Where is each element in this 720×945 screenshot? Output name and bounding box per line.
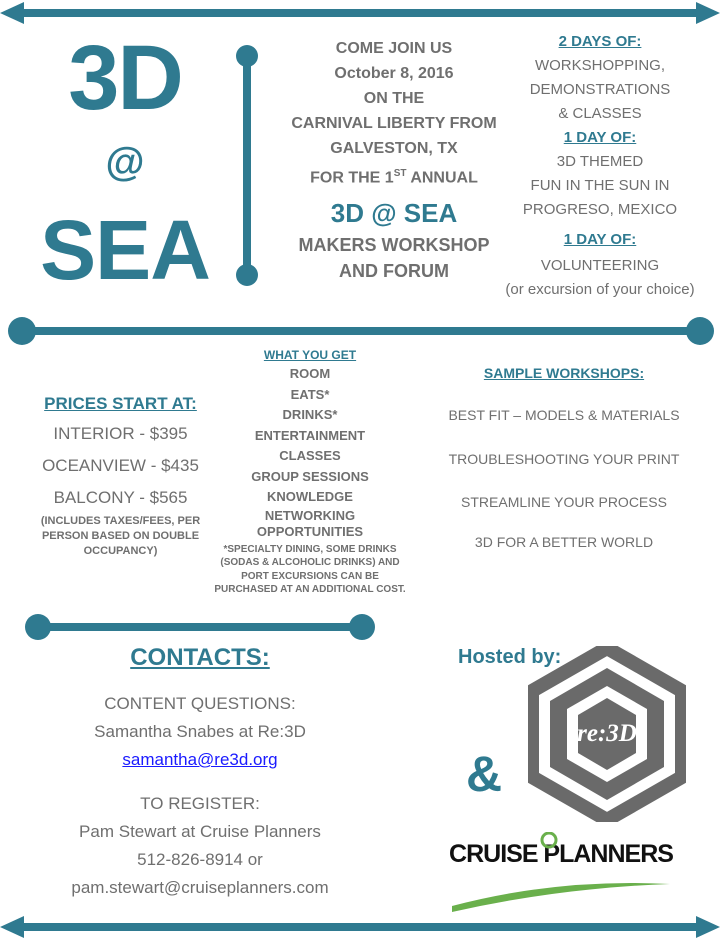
- invite-block: [268, 36, 520, 284]
- title-sea: SEA: [40, 203, 210, 297]
- days-item: 3D THEMED: [556, 153, 644, 170]
- register-contact-name: Pam Stewart at Cruise Planners: [79, 822, 321, 841]
- re3d-logo-text: re:3D: [577, 720, 637, 747]
- days-item: FUN IN THE SUN IN: [530, 177, 670, 194]
- benefit-item: ENTERTAINMENT: [254, 427, 366, 443]
- prices-heading: PRICES START AT:: [44, 394, 197, 413]
- workshop-item: BEST FIT – MODELS & MATERIALS: [448, 407, 680, 423]
- invite-subtitle: AND FORUM: [339, 261, 449, 282]
- benefit-item: EATS*: [290, 386, 330, 402]
- benefit-note: PORT EXCURSIONS CAN BE: [241, 570, 379, 582]
- days-item: DEMONSTRATIONS: [529, 81, 671, 98]
- invite-ship: CARNIVAL LIBERTY FROM: [291, 115, 497, 132]
- register-label: TO REGISTER:: [140, 794, 260, 813]
- cruise-planners-logo-text: CRUISE PLANNERS: [449, 840, 673, 868]
- hosted-by-label: Hosted by:: [458, 646, 562, 668]
- invite-date: October 8, 2016: [334, 65, 454, 82]
- workshops-heading: SAMPLE WORKSHOPS:: [483, 365, 645, 381]
- days-heading: 2 DAYS OF:: [558, 33, 642, 50]
- workshop-item: STREAMLINE YOUR PROCESS: [461, 494, 667, 510]
- benefit-item: GROUP SESSIONS: [251, 468, 369, 484]
- cruise-planners-swoosh: [448, 832, 674, 912]
- re3d-logo: [528, 646, 686, 822]
- days-item: PROGRESO, MEXICO: [522, 201, 678, 218]
- middle-divider: [8, 317, 714, 345]
- top-arrow: [0, 2, 720, 24]
- vertical-divider: [236, 45, 258, 286]
- invite-annual: FOR THE 1ST ANNUAL: [310, 168, 478, 187]
- title-3d: 3D: [68, 27, 182, 129]
- register-email: pam.stewart@cruiseplanners.com: [71, 878, 329, 897]
- event-title: [20, 28, 230, 300]
- invite-line: ON THE: [363, 90, 425, 107]
- register-phone: 512-826-8914 or: [137, 850, 263, 869]
- price-item: BALCONY - $565: [53, 488, 188, 507]
- invite-event-name: 3D @ SEA: [330, 198, 458, 229]
- price-item: OCEANVIEW - $435: [42, 456, 199, 475]
- prices-note: OCCUPANCY): [83, 545, 158, 557]
- benefit-item: NETWORKING: [264, 507, 356, 523]
- contacts-divider: [25, 614, 375, 640]
- days-item: (or excursion of your choice): [505, 281, 695, 298]
- days-item: & CLASSES: [558, 105, 642, 122]
- workshop-item: TROUBLESHOOTING YOUR PRINT: [448, 451, 680, 467]
- prices-note: (INCLUDES TAXES/FEES, PER: [40, 515, 201, 527]
- what-you-get-block: [200, 346, 420, 597]
- invite-line: COME JOIN US: [335, 40, 453, 57]
- benefit-note: PURCHASED AT AN ADDITIONAL COST.: [214, 584, 406, 595]
- benefit-item: DRINKS*: [282, 407, 338, 422]
- days-heading: 1 DAY OF:: [563, 231, 637, 248]
- content-questions-label: CONTENT QUESTIONS:: [104, 694, 296, 713]
- what-you-get-heading: WHAT YOU GET: [263, 348, 357, 362]
- benefit-item: OPPORTUNITIES: [256, 523, 364, 539]
- workshop-item: 3D FOR A BETTER WORLD: [474, 534, 654, 550]
- ampersand: &: [466, 746, 503, 802]
- workshops-block: [430, 362, 698, 553]
- days-item: VOLUNTEERING: [540, 257, 660, 274]
- invite-port: GALVESTON, TX: [330, 140, 458, 157]
- contacts-heading: CONTACTS:: [130, 644, 270, 671]
- prices-block: [18, 390, 223, 559]
- benefit-item: ROOM: [289, 366, 331, 381]
- title-at: @: [105, 140, 145, 184]
- benefit-item: KNOWLEDGE: [267, 489, 353, 504]
- days-heading: 1 DAY OF:: [563, 129, 637, 146]
- benefit-note: (SODAS & ALCOHOLIC DRINKS) AND: [220, 557, 400, 568]
- content-contact-name: Samantha Snabes at Re:3D: [94, 722, 306, 741]
- benefit-item: CLASSES: [279, 448, 341, 463]
- contacts-block: [40, 638, 360, 902]
- benefit-note: *SPECIALTY DINING, SOME DRINKS: [223, 543, 397, 555]
- price-item: INTERIOR - $395: [53, 424, 188, 443]
- invite-subtitle: MAKERS WORKSHOP: [298, 235, 490, 256]
- content-email-link[interactable]: samantha@re3d.org: [122, 750, 278, 769]
- bottom-arrow: [0, 916, 720, 938]
- prices-note: PERSON BASED ON DOUBLE: [41, 530, 200, 542]
- days-item: WORKSHOPPING,: [534, 57, 665, 74]
- days-block: [490, 30, 710, 302]
- cruise-planners-logo: [448, 832, 674, 912]
